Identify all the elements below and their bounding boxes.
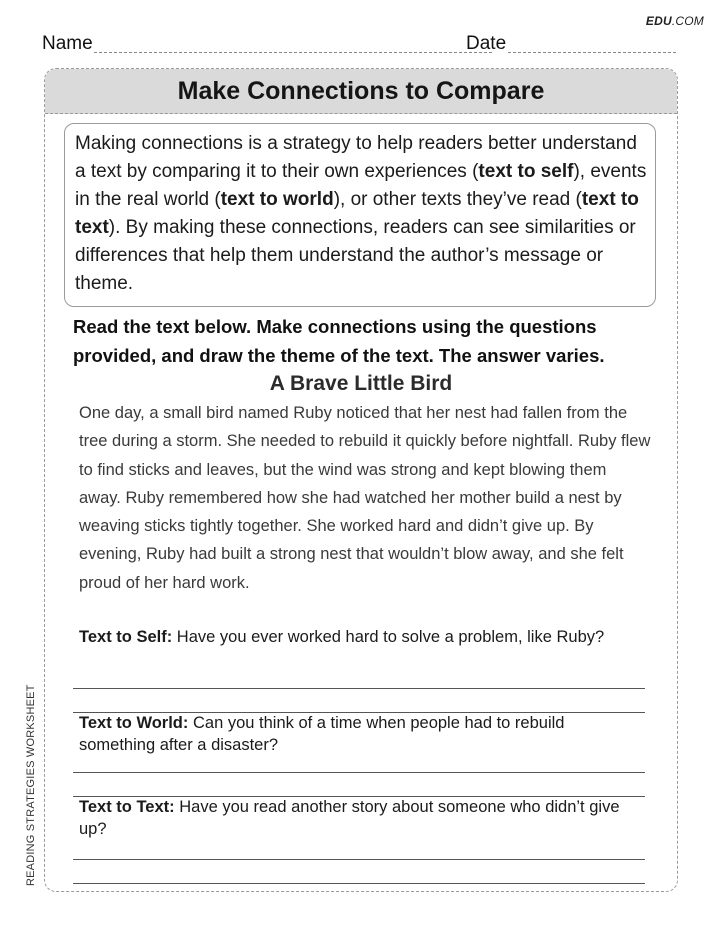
date-label: Date <box>466 33 507 54</box>
intro-term-self: text to self <box>478 161 574 182</box>
story-text: One day, a small bird named Ruby noticed that her nest had fallen from the tree during a storm. She needed to rebuild it quickly before nightfall. Ruby flew to find sticks and leaves, but the wind was strong and kept blowing them away. Ruby remembered how she had watched her mother build a nest by weaving sticks tightly together. She worked hard and didn’t give up. By evening, Ruby had built a strong nest that wouldn’t blow away, and she felt proud of her hard work. <box>79 404 651 592</box>
instructions: Read the text below. Make connections using the questions provided, and draw the theme of the text. The answer varies. <box>73 316 605 366</box>
answer-line[interactable] <box>73 883 645 884</box>
answer-line[interactable] <box>73 859 645 860</box>
intro-term-world: text to world <box>220 189 334 210</box>
title-bar <box>45 69 677 114</box>
intro-box: Making connections is a strategy to help readers better understand a text by comparing it to their own experiences (text to self), events in the real world (text to world), or other texts they’ve read (text to text). By making these connections, readers can see similarities or differences that help them understand the author’s message or theme. <box>64 123 656 307</box>
name-label: Name <box>42 33 93 54</box>
name-field[interactable] <box>94 52 492 53</box>
story-title: A Brave Little Bird <box>269 372 453 395</box>
page-title: Make Connections to Compare <box>177 76 545 105</box>
answer-line[interactable] <box>73 772 645 773</box>
question-text-to-world: Text to World: Can you think of a time when people had to rebuild something after a disaster? <box>79 714 565 754</box>
question-text-to-text: Text to Text: Have you read another story about someone who didn’t give up? <box>79 798 620 838</box>
answer-line[interactable] <box>73 688 645 689</box>
sidebar-label: READING STRATEGIES WORKSHEET <box>25 684 37 886</box>
intro-term-text: text to text <box>75 189 639 238</box>
question-text-to-self: Text to Self: Have you ever worked hard to solve a problem, like Ruby? <box>79 628 605 646</box>
name-date-bar <box>42 30 676 56</box>
worksheet-card <box>44 68 678 892</box>
date-field[interactable] <box>508 52 676 53</box>
brand-logo: EDU.COM <box>645 14 704 28</box>
